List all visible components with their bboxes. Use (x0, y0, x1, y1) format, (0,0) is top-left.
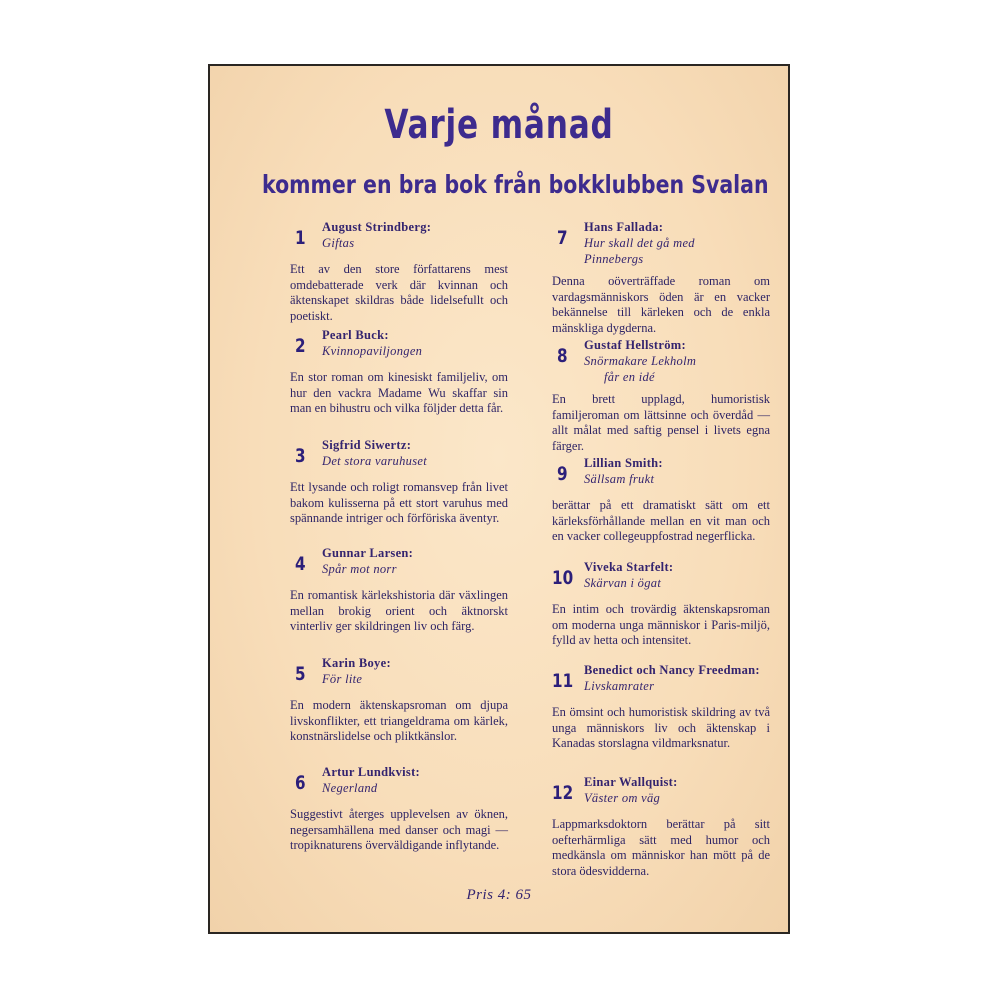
book-entry-10 (530, 559, 770, 662)
book-description: En modern äktenskapsroman om djupa livskonflikter, ett triangeldrama om kärlek, konstnärslidelse och pliktkänslor. (290, 698, 508, 744)
book-author: August Strindberg: (322, 220, 432, 234)
book-number: 5 (295, 663, 306, 685)
book-entry-8 (530, 337, 770, 455)
book-title: Sällsam frukt (584, 472, 655, 486)
book-number: 1 (295, 227, 306, 249)
book-entry-head (530, 219, 770, 267)
book-entry-11 (530, 662, 770, 774)
price-label: Pris 4: 65 (466, 887, 532, 903)
book-author: Gunnar Larsen: (322, 546, 414, 560)
book-title: Snörmakare Lekholm (584, 354, 697, 368)
book-entry-head (268, 437, 508, 473)
book-entry-head (530, 455, 770, 491)
book-entry-head (530, 662, 770, 698)
book-author: Lillian Smith: (584, 456, 663, 470)
book-entry-5 (268, 655, 508, 764)
book-description: berättar på ett dramatiskt sätt om ett kärleksförhållande mellan en vit man och en vacker collegeuppfostrad negerflicka. (552, 498, 770, 544)
book-entry-3 (268, 437, 508, 545)
book-description: Denna oöverträffade roman om vardagsmänniskors öden är en vacker bekännelse till kärleken och de enkla mänskliga dygderna. (552, 274, 770, 335)
book-title: Väster om väg (584, 791, 661, 805)
book-entry-head (268, 219, 508, 255)
book-number: 6 (295, 772, 306, 794)
book-number: 8 (557, 345, 568, 367)
book-title-cont: Pinnebergs (584, 252, 644, 266)
book-title: Kvinnopaviljongen (322, 344, 423, 358)
book-entry-head (530, 559, 770, 595)
book-title: Det stora varuhuset (322, 454, 427, 468)
book-description: Suggestivt återges upplevelsen av öknen, negersamhällena med danser och magi — tropiknaturens överväldigande inflytande. (290, 807, 508, 853)
book-author: Gustaf Hellström: (584, 338, 686, 352)
book-entry-head (268, 327, 508, 363)
book-entry-12 (530, 774, 770, 879)
book-entry-7 (530, 219, 770, 337)
book-description: En romantisk kärlekshistoria där växlingen mellan brokig orient och äktnorskt vinterliv ger skildringen liv och färg. (290, 588, 508, 634)
book-number: 12 (552, 782, 574, 804)
book-list-right (530, 219, 770, 879)
book-number: 3 (295, 445, 306, 467)
book-entry-9 (530, 455, 770, 559)
book-number: 9 (557, 463, 568, 485)
book-list-left (268, 219, 508, 854)
book-number: 4 (295, 553, 306, 575)
book-author: Viveka Starfelt: (584, 560, 674, 574)
book-author: Hans Fallada: (584, 220, 664, 234)
book-description: En stor roman om kinesiskt familjeliv, om hur den vackra Madame Wu skaffar sin man en bihustru och vilka följder detta får. (290, 370, 508, 416)
book-entry-2 (268, 327, 508, 437)
book-title: Spår mot norr (322, 562, 397, 576)
book-entry-head (268, 545, 508, 581)
book-title: Negerland (322, 781, 378, 795)
book-entry-head (268, 655, 508, 691)
page-title: Varje månad (384, 102, 614, 148)
book-description: En intim och trovärdig äktenskapsroman om moderna unga människor i Paris-miljö, fylld av hetta och intensitet. (552, 602, 770, 648)
book-description: Ett av den store författarens mest omdebatterade verk där kvinnan och äktenskapet skildras både lidelsefullt och poetiskt. (290, 262, 508, 323)
book-number: 2 (295, 335, 306, 357)
book-entry-head (530, 337, 770, 385)
book-description: Ett lysande och roligt romansvep från livet bakom kulisserna på ett stort varuhus med spännande intriger och förföriska äventyr. (290, 480, 508, 526)
book-title: Hur skall det gå med (584, 236, 695, 250)
book-title-cont: får en idé (604, 370, 655, 384)
book-number: 11 (552, 670, 574, 692)
book-author: Artur Lundkvist: (322, 765, 420, 779)
book-description: Lappmarksdoktorn berättar på sitt oefterhärmliga sätt med humor och medkänsla om människor han mött på de stora ödesvidderna. (552, 817, 770, 878)
book-title: Skärvan i ögat (584, 576, 662, 590)
page-subtitle: kommer en bra bok från bokklubben Svalan (262, 170, 769, 199)
book-back-cover (208, 64, 790, 934)
book-entry-4 (268, 545, 508, 655)
book-description: En brett upplagd, humoristisk familjeroman om lättsinne och överdåd — allt målat med saftig pensel i livets egna färger. (552, 392, 770, 453)
book-entry-head (268, 764, 508, 800)
book-title: Livskamrater (584, 679, 655, 693)
book-number: 7 (557, 227, 568, 249)
book-entry-1 (268, 219, 508, 327)
book-author: Pearl Buck: (322, 328, 389, 342)
book-description: En ömsint och humoristisk skildring av två unga människors liv och äktenskap i Kanadas storslagna vildmarksnatur. (552, 705, 770, 751)
book-entry-head (530, 774, 770, 810)
book-author: Sigfrid Siwertz: (322, 438, 412, 452)
book-entry-6 (268, 764, 508, 854)
book-title: För lite (322, 672, 363, 686)
book-author: Benedict och Nancy Freedman: (584, 663, 760, 677)
book-author: Einar Wallquist: (584, 775, 678, 789)
book-title: Giftas (322, 236, 355, 250)
book-number: 10 (552, 567, 574, 589)
book-author: Karin Boye: (322, 656, 391, 670)
